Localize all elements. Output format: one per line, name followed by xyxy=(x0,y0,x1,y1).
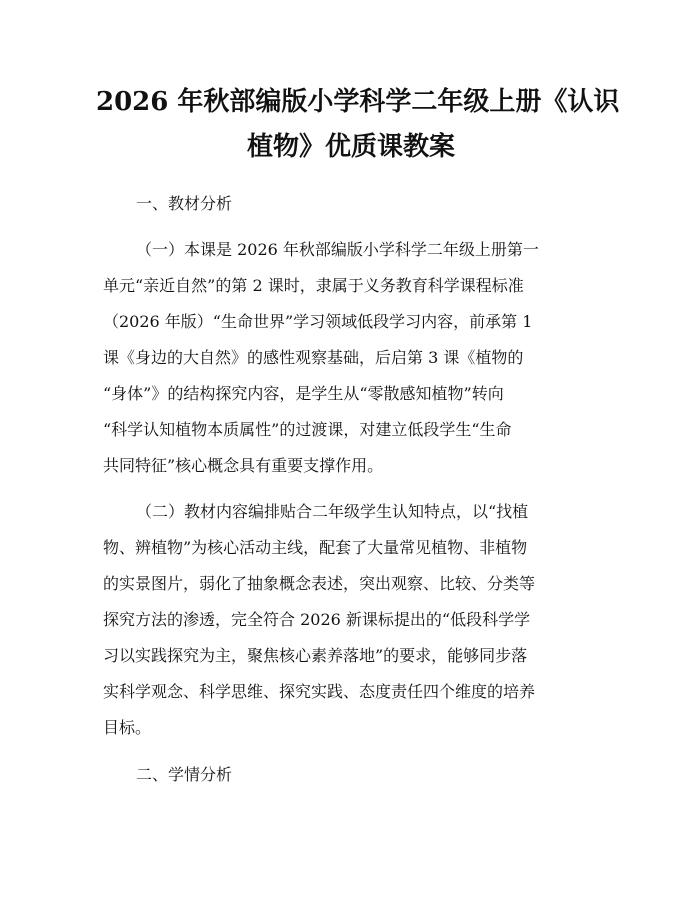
section-heading-learner-analysis: 二、学情分析 xyxy=(136,765,233,784)
section-heading-textbook-analysis: 一、教材分析 xyxy=(136,194,233,213)
paragraph-2-line: （二）教材内容编排贴合二年级学生认知特点，以“找植 xyxy=(136,502,529,521)
paragraph-2-line: 实科学观念、科学思维、探究实践、态度责任四个维度的培养 xyxy=(103,682,536,701)
paragraph-1-line: 课《身边的大自然》的感性观察基础，后启第 3 课《植物的 xyxy=(103,348,524,367)
paragraph-1-line: “身体”》的结构探究内容，是学生从“零散感知植物”转向 xyxy=(103,384,504,403)
paragraph-2-line: 探究方法的渗透，完全符合 2026 新课标提出的“低段科学学 xyxy=(103,610,531,629)
paragraph-2-line: 目标。 xyxy=(103,718,152,737)
paragraph-1-line: （2026 年版）“生命世界”学习领域低段学习内容，前承第 1 xyxy=(103,312,533,331)
paragraph-1-line: （一）本课是 2026 年秋部编版小学科学二年级上册第一 xyxy=(136,240,539,259)
paragraph-1-line: “科学认知植物本质属性”的过渡课，对建立低段学生“生命 xyxy=(103,420,512,439)
document-title-line-2: 植物》优质课教案 xyxy=(246,132,455,162)
paragraph-1-line: 共同特征”核心概念具有重要支撑作用。 xyxy=(103,456,384,475)
paragraph-2-line: 物、辨植物”为核心活动主线，配套了大量常见植物、非植物 xyxy=(103,538,528,557)
paragraph-2-line: 习以实践探究为主，聚焦核心素养落地”的要求，能够同步落 xyxy=(103,646,528,665)
paragraph-2-line: 的实景图片，弱化了抽象概念表述，突出观察、比较、分类等 xyxy=(103,574,536,593)
paragraph-1-line: 单元“亲近自然”的第 2 课时，隶属于义务教育科学课程标准 xyxy=(103,276,524,295)
document-title-line-1: 2026 年秋部编版小学科学二年级上册《认识 xyxy=(96,87,620,117)
